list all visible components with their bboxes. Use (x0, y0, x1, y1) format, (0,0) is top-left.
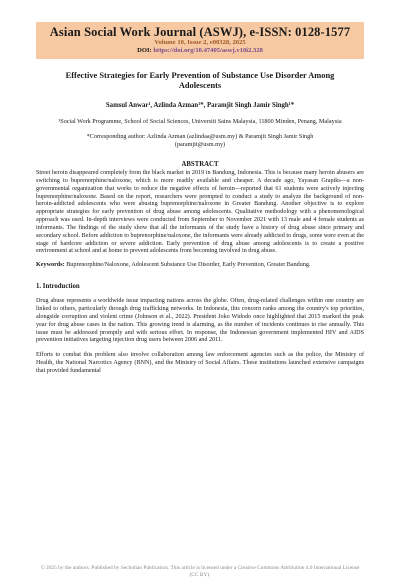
doi-link[interactable]: https://doi.org/10.47405/aswj.v10i2.328 (153, 47, 263, 54)
abstract-text: Street heroin disappeared completely from the black market in 2019 in Bandung, Indonesia. This is because many heroin abusers are switching to buprenorphine/naloxone, which is more readily available and cheaper. A decade ago, Yayasan Grapiks—a non-governmental organization that works to reduce the negative effects of heroin—reported that 61 students were actively injecting buprenorphine/naloxone. Based on the report, researchers were prompted to conduct a study to analyze the background of non-heroin-addicted adolescents who were abusing buprenorphine/naloxone in Greater Bandung. Another objective is to explore appropriate strategies for early prevention of drug abuse among adolescents. Qualitative methodology with a phenomenological approach was used. In-depth interviews were conducted from September to November 2021 with 13 male and 4 female students as informants. The findings of the study show that all the informants of the study have a history of drug abuse since primary and secondary school. Before addiction to buprenorphine/naloxone, the informants were already addicted to drugs, some were even at the stage of hardcore addiction or severe addiction. Early prevention of drug abuse among adolescents is to create a positive environment at school and at home to prevent adolescents from becoming involved in drug abuse. (36, 170, 364, 255)
volume-issue: Volume 10, Issue 2, e00328, 2025 (154, 39, 246, 46)
doi-label: DOI: (137, 47, 152, 54)
keywords (36, 262, 364, 270)
journal-title: Asian Social Work Journal (ASWJ), e-ISSN: 0128-1577 (49, 25, 351, 39)
keywords-label: Keywords: (36, 262, 65, 269)
corresponding-author: *Corresponding author: Azlinda Azman (azlindaa@usm.my) & Paramjit Singh Jamir Singh (paramjit@usm.my) (86, 133, 314, 148)
doi-line (40, 47, 360, 55)
paper-page (0, 22, 400, 587)
keywords-list: Buprenorphine/Naloxone, Adolescent Substance Use Disorder, Early Prevention, Greater Bandung. (66, 262, 311, 269)
abstract-heading: ABSTRACT (181, 161, 219, 168)
journal-banner (36, 22, 364, 59)
license-footer: © 2025 by the authors. Published by Secholian Publication. This article is licensed under a Creative Commons Attribution 4.0 International License (CC BY). (40, 565, 360, 578)
intro-paragraph-2: Efforts to combat this problem also involve collaboration among law enforcement agencies such as the police, the Ministry of Health, the National Narcotics Agency (BNN), and the Ministry of Social Affairs. These institutions launched extensive campaigns that provided fundamental (36, 352, 364, 374)
affiliation: ¹Social Work Programme, School of Social Sciences, Universiti Sains Malaysia, 11800 Minden, Penang, Malaysia (58, 118, 342, 125)
intro-paragraph-1: Drug abuse represents a worldwide issue impacting nations across the globe. Often, drug-related challenges within one country are linked to others, particularly through drug trafficking networks. In Indonesia, this concern ranks among the country's top priorities, alongside corruption and violent crime (Johnson et al., 2022). President Joko Widodo once highlighted that 2015 marked the peak year for drug abuse cases in the nation. This growing trend is alarming, as the number of incidents continues to rise annually. This issue must be addressed promptly and with serious effort. In response, the Indonesian government implemented HIV and AIDS prevention initiatives targeting injection drug users between 2006 and 2011. (36, 298, 364, 344)
paper-title: Effective Strategies for Early Prevention of Substance Use Disorder Among Adolescents (65, 71, 335, 90)
author-list: Samsul Anwar¹, Azlinda Azman¹*, Paramjit Singh Jamir Singh¹* (105, 102, 295, 109)
section-heading-introduction: 1. Introduction (36, 283, 80, 291)
